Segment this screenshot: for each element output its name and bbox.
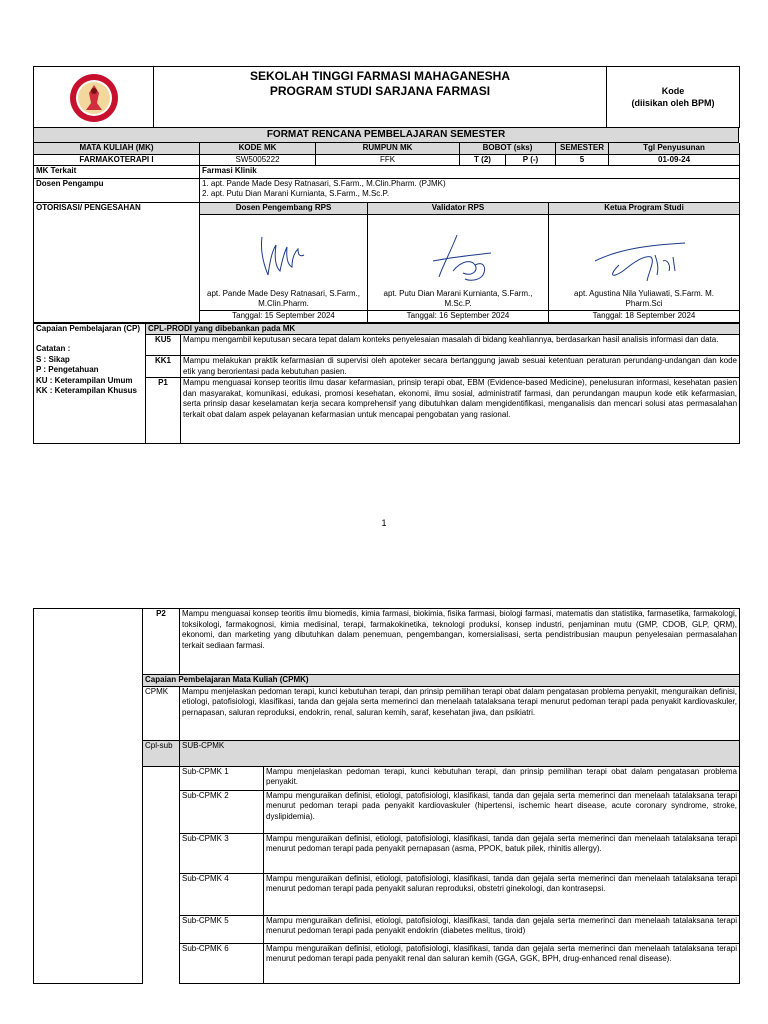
cpl-text: Mampu melakukan praktik kefarmasian di supervisi oleh apoteker secara bertanggung jawab sesuai ketentuan peraturan perundang-undangan dan kode etik yang berorientasi pada kebutuhan pasien. [181, 356, 740, 378]
cpl-text: Mampu mengambil keputusan secara tepat dalam konteks penyelesaian masalah di bidang keahliannya, berdasarkan hasil analisis informasi dan data. [181, 335, 740, 356]
col-header-mata-kuliah: MATA KULIAH (MK) [34, 143, 200, 154]
bobot-p-value: P (-) [506, 154, 556, 166]
signer-name: apt. Pande Made Desy Ratnasari, S.Farm., M.Clin.Pharm. [207, 288, 360, 308]
cpl-code: KK1 [146, 356, 181, 378]
kode-cell [607, 67, 740, 128]
signature-cell [549, 214, 740, 310]
otorisasi-table [33, 166, 740, 323]
cp-note-ku: KU : Keterampilan Umum [36, 375, 133, 385]
cp-note-kk: KK : Keterampilan Khusus [36, 386, 137, 395]
cp-catatan: Catatan : [36, 344, 71, 353]
format-title: FORMAT RENCANA PEMBELAJARAN SEMESTER [33, 128, 739, 143]
sub-cpmk-code: Sub-CPMK 1 [180, 766, 264, 790]
dosen-list [200, 178, 740, 202]
page-number: 1 [381, 518, 387, 528]
cpmk-text: Mampu menjelaskan pedoman terapi, kunci kebutuhan terapi, dan prinsip pemilihan terapi obat dalam pengatasan problema penyakit, menguraikan definisi, etiologi, patofisiologi, klasifikasi, tanda dan gejala serta memerinci dan menelaah tatalaksana terapi menurut pedoman terapi pada penyakit kardiovaskuler, pernapasan, saluran reproduksi, endokrin, renal, saluran kemih, saraf, kesehatan jiwa, dan psikiatri. [180, 686, 740, 740]
col-header-kode-mk: KODE MK [200, 143, 316, 154]
cpl-text: Mampu menguasai konsep teoritis ilmu dasar kefarmasian, prinsip terapi obat, EBM (Evidence-based Medicine), penelusuran informasi, kesehatan pasien dan masyarakat, komunikasi, edukasi, promosi kesehatan, ekonomi, ilmu sosial, administratif farmasi, dan perundangan maupun kode etik kefarmasian, serta prinsip dasar keselamatan kerja secara komprehensif yang dibutuhkan dalam mengidentifikasi, menganalisis dan mencari solusi atas permasalahan terkait obat dalam aspek pelayanan kefarmasian untuk mencapai pengobatan yang rasional. [181, 378, 740, 444]
kode-note: (diisikan oleh BPM) [631, 98, 715, 108]
cp-table [33, 323, 740, 445]
sub-cpmk-blank [143, 766, 180, 983]
otorisasi-label: OTORISASI/ PENGESAHAN [34, 202, 200, 322]
sub-cpmk-text: Mampu menguraikan definisi, etiologi, patofisiologi, klasifikasi, tanda dan gejala serta memerinci dan menelaah tatalaksana terapi menurut pedoman terapi pada penyakit endokrin (diabetes melitus, tiroid) [264, 915, 740, 943]
dosen-label: Dosen Pengampu [34, 178, 200, 202]
mk-terkait-value: Farmasi Klinik [200, 166, 740, 178]
otorisasi-col-title: Ketua Program Studi [549, 202, 740, 214]
signature-1-icon [254, 231, 314, 287]
institution-title-cell [154, 67, 607, 128]
sub-cpmk-code: Sub-CPMK 5 [180, 915, 264, 943]
rumpun-mk-value: FFK [316, 154, 460, 166]
mata-kuliah-value: FARMAKOTERAPI I [34, 154, 200, 166]
signature-cell [200, 214, 368, 310]
tgl-value: 01-09-24 [609, 154, 740, 166]
semester-value: 5 [556, 154, 609, 166]
sub-cpmk-text: Mampu menjelaskan pedoman terapi, kunci kebutuhan terapi, dan prinsip pemilihan terapi obat dalam pengatasan problema penyakit. [264, 766, 740, 790]
cp-title: Capaian Pembelajaran (CP) [36, 323, 141, 333]
signature-2-icon [413, 231, 503, 287]
institution-name: SEKOLAH TINGGI FARMASI MAHAGANESHA [249, 69, 510, 83]
logo-cell [34, 67, 154, 128]
otorisasi-col-title: Dosen Pengembang RPS [200, 202, 368, 214]
col-header-tgl: Tgl Penyusunan [609, 143, 740, 154]
rps-page-2 [33, 608, 739, 984]
signer-name: apt. Agustina Nila Yuliawati, S.Farm. M. Pharm.Sci [574, 288, 714, 308]
course-info-table [33, 143, 740, 166]
page2-table [33, 608, 740, 984]
bobot-t-value: T (2) [460, 154, 506, 166]
sub-cpmk-text: Mampu menguraikan definisi, etiologi, patofisiologi, klasifikasi, tanda dan gejala serta memerinci dan menelaah tatalaksana terapi menurut pedoman terapi pada penyakit pernapasan (asma, PPOK, batuk pilek, rhinitis allergy). [264, 833, 740, 873]
sub-cpmk-code-header: Cpl-sub [143, 740, 180, 766]
mk-terkait-label: MK Terkait [34, 166, 200, 178]
signer-name: apt. Putu Dian Marani Kurnianta, S.Farm., M.Sc.P. [383, 288, 533, 308]
signature-date: Tanggal: 16 September 2024 [368, 310, 549, 322]
col-header-semester: SEMESTER [556, 143, 609, 154]
sub-cpmk-header: SUB-CPMK [180, 740, 740, 766]
kode-mk-value: SW5005222 [200, 154, 316, 166]
cpl-text: Mampu menguasai konsep teoritis ilmu biomedis, kimia farmasi, biokimia, fisika farmasi, biologi farmasi, matematis dan statistika, farmasetika, farmakologi, toksikologi, farmakognosi, kimia medisinal, terapi, farmakokinetika, teknologi produksi, konsep industri, penjaminan mutu (GMP, CDOB, GLP, QRM), ekonomi, dan marketing yang dibutuhkan dalam penemuan, pengembangan, komersialisasi, serta pendistribusian maupun penyelesaian permasalahan terkait sediaan farmasi. [180, 609, 740, 675]
signature-cell [368, 214, 549, 310]
dosen-item: 2. apt. Putu Dian Marani Kurnianta, S.Farm., M.Sc.P. [202, 189, 390, 198]
sub-cpmk-code: Sub-CPMK 6 [180, 943, 264, 983]
sub-cpmk-code: Sub-CPMK 3 [180, 833, 264, 873]
page2-left-blank [34, 609, 143, 984]
cpl-code: P1 [146, 378, 181, 444]
signature-3-icon [589, 231, 699, 287]
col-header-bobot: BOBOT (sks) [460, 143, 556, 154]
cp-notes-cell [34, 323, 146, 444]
cpl-code: KU5 [146, 335, 181, 356]
signature-date: Tanggal: 18 September 2024 [549, 310, 740, 322]
cpl-code: P2 [143, 609, 180, 675]
cpl-prodi-header: CPL-PRODI yang dibebankan pada MK [146, 323, 740, 335]
cpmk-code: CPMK [143, 686, 180, 740]
institution-logo-icon [69, 73, 119, 123]
dosen-item: 1. apt. Pande Made Desy Ratnasari, S.Farm., M.Clin.Pharm. (PJMK) [202, 178, 446, 188]
otorisasi-col-title: Validator RPS [368, 202, 549, 214]
sub-cpmk-text: Mampu menguraikan definisi, etiologi, patofisiologi, klasifikasi, tanda dan gejala serta memerinci dan menelaah tatalaksana terapi menurut pedoman terapi pada penyakit saluran reproduksi, obstetri ginekologi, dan kontrasepsi. [264, 873, 740, 915]
col-header-rumpun-mk: RUMPUN MK [316, 143, 460, 154]
cp-note-s: S : Sikap [36, 354, 70, 364]
sub-cpmk-code: Sub-CPMK 4 [180, 873, 264, 915]
signature-date: Tanggal: 15 September 2024 [200, 310, 368, 322]
kode-label: Kode [661, 86, 685, 96]
rps-page-1 [33, 66, 739, 444]
cpmk-header: Capaian Pembelajaran Mata Kuliah (CPMK) [143, 675, 740, 687]
header-table [33, 66, 740, 128]
cp-note-p: P : Pengetahuan [36, 365, 99, 374]
sub-cpmk-text: Mampu menguraikan definisi, etiologi, patofisiologi, klasifikasi, tanda dan gejala serta memerinci dan menelaah tatalaksana terapi menurut pedoman terapi pada penyakit renal dan saluran kemih (GGA, GGK, BPH, drug-enhanced renal disease). [264, 943, 740, 983]
sub-cpmk-text: Mampu menguraikan definisi, etiologi, patofisiologi, klasifikasi, tanda dan gejala serta memerinci dan menelaah tatalaksana terapi menurut pedoman terapi pada penyakit kardiovaskuler (hipertensi, ischemic heart disease, acute coronary syndrome, stroke, dyslipidemia). [264, 790, 740, 833]
program-name: PROGRAM STUDI SARJANA FARMASI [269, 84, 491, 98]
sub-cpmk-code: Sub-CPMK 2 [180, 790, 264, 833]
